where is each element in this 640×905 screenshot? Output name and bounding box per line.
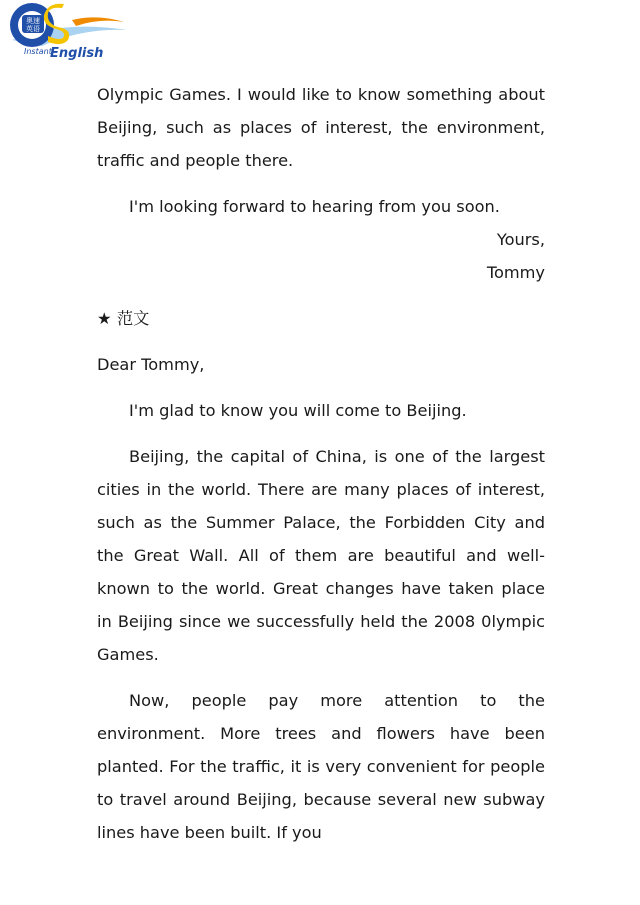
- sample-greeting: Dear Tommy,: [97, 355, 205, 374]
- os-english-logo-icon: [2, 0, 132, 66]
- logo-chinese-bottom: 英语: [26, 25, 40, 33]
- star-icon: ★: [97, 309, 112, 328]
- sample-paragraph-3: Now, people pay more attention to the environment. More trees and flowers have been planted. For the traffic, it is very convenient for people to travel around Beijing, because several new subway lines have been built. If you: [97, 691, 545, 842]
- sample-heading-text: 范文: [117, 309, 150, 328]
- document-page: [97, 78, 545, 849]
- sample-heading: [97, 302, 545, 335]
- logo-brand: English: [50, 46, 104, 61]
- sample-paragraph-2: Beijing, the capital of China, is one of the largest cities in the world. There are many places of interest, such as the Summer Palace, the Forbidden City and the Great Wall. All of them are beautiful and well-known to the world. Great changes have taken place in Beijing since we successfully held the 2008 0lympic Games.: [97, 447, 545, 664]
- letter-opening-paragraph: Olympic Games. I would like to know something about Beijing, such as places of interest, the environment, traffic and people there.: [97, 85, 545, 170]
- letter-sign-off: Yours,: [496, 230, 545, 249]
- logo-brand-small: Instant: [24, 47, 52, 56]
- logo-chinese-top: 奥速: [26, 17, 40, 25]
- letter-signature: Tommy: [486, 263, 545, 282]
- letter-closing-line: I'm looking forward to hearing from you soon.: [129, 197, 500, 216]
- sample-paragraph-1: I'm glad to know you will come to Beijing.: [129, 401, 467, 420]
- brand-logo: [2, 0, 132, 66]
